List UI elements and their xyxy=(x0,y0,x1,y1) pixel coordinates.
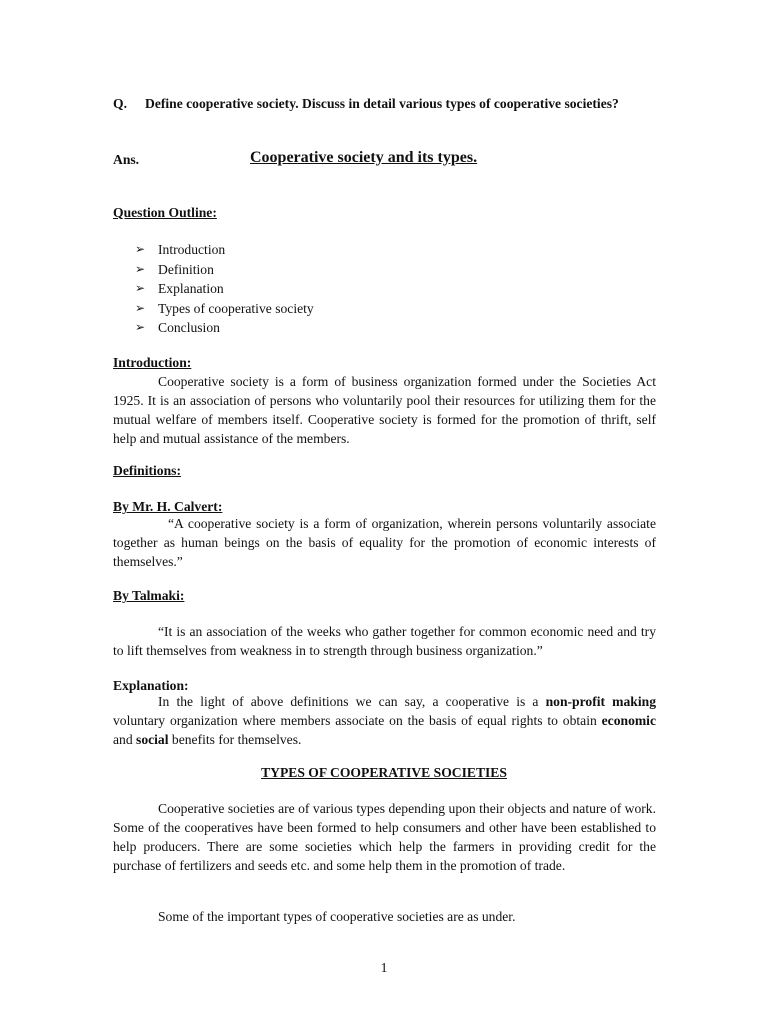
arrow-bullet-icon: ➢ xyxy=(135,261,146,276)
arrow-bullet-icon: ➢ xyxy=(135,281,146,295)
question-label: Q. xyxy=(113,96,127,111)
types-paragraph-2: Some of the important types of cooperative societies are as under. xyxy=(158,909,516,924)
explanation-text: In the light of above definitions we can say, a cooperative is a non-profit making voluntary organization where members associate on the basis of equal rights to obtain economic and social benefits for themselves. xyxy=(113,694,656,747)
question-text: Define cooperative society. Discuss in detail various types of cooperative societies? xyxy=(145,96,619,111)
emphasis-non-profit: non-profit making xyxy=(545,694,656,709)
answer-title: Cooperative society and its types. xyxy=(250,149,478,166)
outline-item: ➢ Explanation xyxy=(135,279,314,299)
emphasis-social: social xyxy=(136,732,169,747)
emphasis-economic: economic xyxy=(601,713,656,728)
calvert-heading: By Mr. H. Calvert: xyxy=(113,499,223,514)
question xyxy=(113,95,656,113)
talmaki-heading: By Talmaki: xyxy=(113,588,185,603)
introduction-text: Cooperative society is a form of business organization formed under the Societies Act 1925. It is an association of persons who voluntarily pool their resources for utilizing them for the mutual welfare of members itself. Cooperative society is formed for the promotion of thrift, self help and mutual assistance of the members. xyxy=(113,374,656,446)
explanation-heading: Explanation: xyxy=(113,678,189,693)
arrow-bullet-icon: ➢ xyxy=(135,300,146,315)
outline-item: ➢ Types of cooperative society xyxy=(135,299,314,319)
types-paragraph-1: Cooperative societies are of various types depending upon their objects and nature of work. Some of the cooperatives have been formed to help consumers and other have been established to help producers. There are some societies which help the farmers in providing credit for the purchase of fertilizers and seeds etc. and some help them in the promotion of trade. xyxy=(113,801,656,873)
outline-list xyxy=(135,240,314,338)
answer-row xyxy=(113,148,656,170)
answer-label: Ans. xyxy=(113,152,140,167)
page-number: 1 xyxy=(380,960,388,975)
outline-item: ➢ Definition xyxy=(135,260,314,280)
types-heading: TYPES OF COOPERATIVE SOCIETIES xyxy=(261,765,507,780)
talmaki-quote: “It is an association of the weeks who gather together for common economic need and try to lift themselves from weakness in to strength through business organization.” xyxy=(113,624,656,658)
introduction-heading: Introduction: xyxy=(113,355,192,370)
arrow-bullet-icon: ➢ xyxy=(135,320,146,334)
definitions-heading: Definitions: xyxy=(113,463,181,478)
calvert-quote: “A cooperative society is a form of organization, wherein persons voluntarily associate together as human beings on the basis of equality for the promotion of economic interests of themselves.” xyxy=(113,516,656,569)
arrow-bullet-icon: ➢ xyxy=(135,242,146,256)
outline-heading: Question Outline: xyxy=(113,205,217,220)
outline-item: ➢ Conclusion xyxy=(135,318,314,338)
outline-item: ➢ Introduction xyxy=(135,240,314,260)
